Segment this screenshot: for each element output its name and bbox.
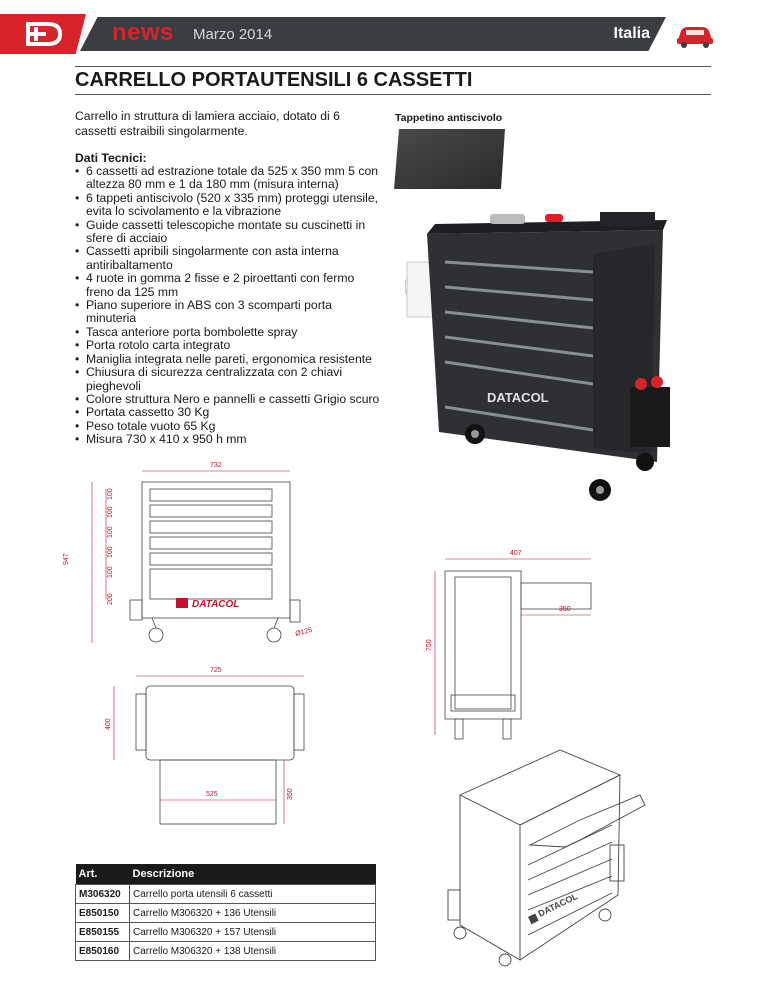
isometric-drawing [440, 745, 670, 975]
article-code: M306320 [76, 885, 130, 904]
article-code: E850160 [76, 942, 130, 961]
spec-item: • Colore struttura Nero e pannelli e cassetti Grigio scuro [75, 393, 385, 406]
spec-item: • 6 tappeti antiscivolo (520 x 335 mm) proteggi utensile, evita lo scivolamento e la vibrazione [75, 192, 385, 219]
side-height-dim: 750 [426, 639, 433, 651]
article-description: Carrello M306320 + 136 Utensili [130, 904, 376, 923]
side-view-drawing [415, 545, 615, 745]
article-title: CARRELLO PORTAUTENSILI 6 CASSETTI [75, 69, 473, 91]
side-drawer-depth-dim: 350 [559, 606, 571, 613]
front-width-dim: 732 [210, 462, 222, 469]
drawer-dim-5: 100 [107, 566, 114, 578]
article-code: E850150 [76, 904, 130, 923]
side-depth-dim: 407 [510, 550, 522, 557]
table-row [76, 885, 376, 904]
iso-logo-text: DATACOL [536, 891, 580, 919]
spec-item: • Maniglia integrata nelle pareti, ergonomica resistente [75, 353, 385, 366]
top-drawer-width-dim: 525 [206, 791, 218, 798]
drawer-dim-1: 100 [107, 488, 114, 500]
specs-title: Dati Tecnici: [75, 151, 147, 165]
table-row [76, 942, 376, 961]
spec-item: • Portata cassetto 30 Kg [75, 406, 385, 419]
top-drawer-depth-dim: 350 [287, 788, 294, 800]
article-description: Carrello M306320 + 138 Utensili [130, 942, 376, 961]
table-header-art: Art. [76, 864, 130, 885]
car-icon [675, 18, 715, 50]
drawer-dim-2: 100 [107, 506, 114, 518]
country-label: Italia [613, 25, 650, 42]
cart-photo-brand: DATACOL [487, 390, 549, 405]
front-height-dim: 947 [63, 553, 70, 565]
top-width-dim: 725 [210, 667, 222, 674]
article-description: Carrello porta utensili 6 cassetti [130, 885, 376, 904]
page-header [0, 0, 768, 68]
spec-item: • Misura 730 x 410 x 950 h mm [75, 433, 385, 446]
spec-item: • 4 ruote in gomma 2 fisse e 2 piroettanti con fermo freno da 125 mm [75, 272, 385, 299]
title-rule-bottom [75, 94, 711, 95]
front-logo-text: DATACOL [192, 599, 240, 610]
table-row [76, 923, 376, 942]
front-logo [176, 598, 239, 610]
spec-item: • Porta rotolo carta integrato [75, 339, 385, 352]
spec-item: • 6 cassetti ad estrazione totale da 525 x 350 mm 5 con altezza 80 mm e 1 da 180 mm (misura interna) [75, 165, 385, 192]
table-row [76, 904, 376, 923]
table-header-desc: Descrizione [130, 864, 376, 885]
spec-item: • Piano superiore in ABS con 3 scomparti porta minuteria [75, 299, 385, 326]
top-depth-dim: 400 [105, 718, 112, 730]
drawer-dim-3: 100 [107, 526, 114, 538]
spec-item: • Cassetti apribili singolarmente con asta interna antiribaltamento [75, 245, 385, 272]
datacol-d-logo-icon [0, 14, 86, 54]
spec-item: • Tasca anteriore porta bombolette spray [75, 326, 385, 339]
mat-label: Tappetino antiscivolo [395, 112, 503, 124]
specs-list [75, 165, 385, 447]
article-table [75, 864, 376, 961]
wheel-dim: Ø125 [294, 626, 314, 638]
article-code: E850155 [76, 923, 130, 942]
spec-item: • Guide cassetti telescopiche montate su cuscinetti in sfere di acciaio [75, 219, 385, 246]
drawer-dim-6: 200 [107, 593, 114, 605]
tool-cart-photo [405, 192, 705, 512]
title-rule-top [75, 66, 711, 67]
drawer-dim-4: 100 [107, 546, 114, 558]
article-description: Carrello M306320 + 157 Utensili [130, 923, 376, 942]
table-header-row [76, 864, 376, 885]
issue-date: Marzo 2014 [193, 26, 273, 43]
top-view-drawing [60, 660, 320, 835]
iso-logo [528, 891, 580, 924]
intro-text: Carrello in struttura di lamiera acciaio, dotato di 6 cassetti estraibili singolarmente. [75, 109, 340, 138]
spec-item: • Chiusura di sicurezza centralizzata con 2 chiavi pieghevoli [75, 366, 385, 393]
anti-slip-mat-image [393, 127, 508, 192]
front-view-drawing [60, 455, 320, 660]
spec-item: • Peso totale vuoto 65 Kg [75, 420, 385, 433]
newsletter-brand: news [112, 19, 175, 46]
